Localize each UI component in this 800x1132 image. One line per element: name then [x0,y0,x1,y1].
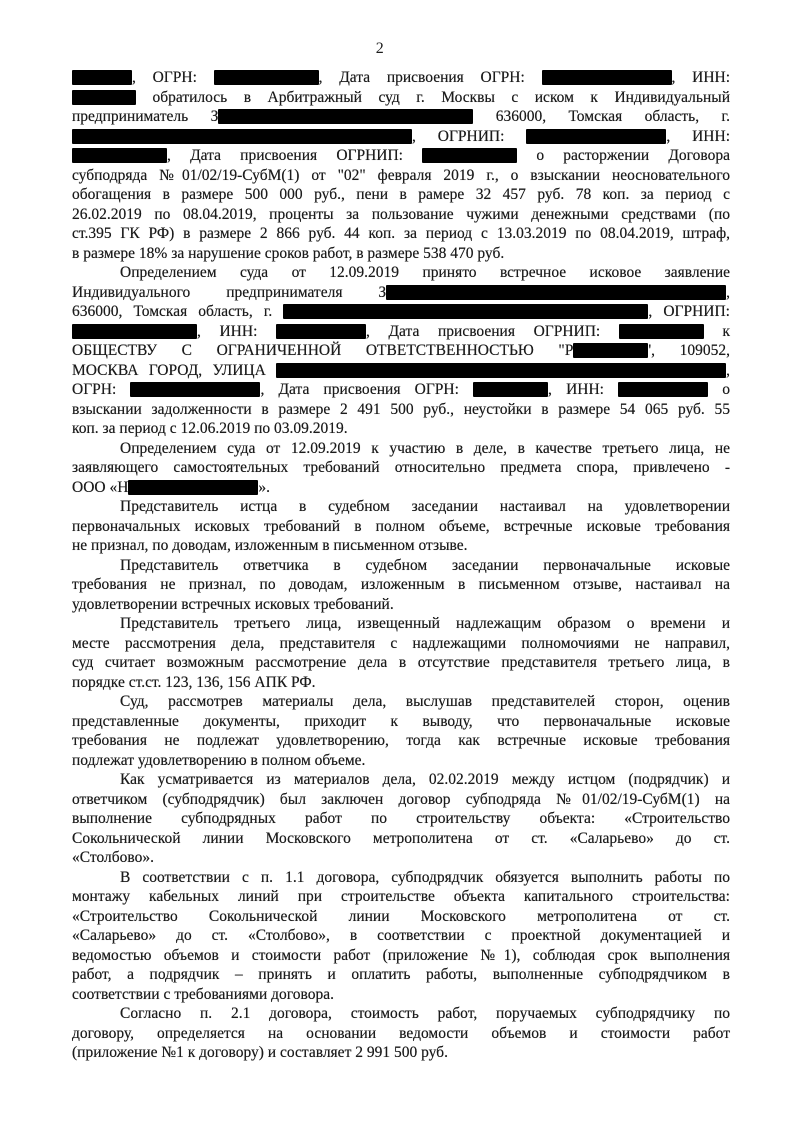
paragraph [72,614,730,692]
paragraph [72,497,730,556]
text-line: Суд, рассмотрев материалы дела, выслушав представителей сторон, оценив [120,693,730,710]
redaction-bar [72,148,167,163]
text-line: требования не подлежат удовлетворению, тогда как встречные исковые требования [72,732,730,749]
redaction-bar [72,129,412,144]
text-line: ОГРН: , Дата присвоения ОГРН: , ИНН: о [72,381,731,398]
text-line: выполнение субподрядных работ по строительству объекта: «Строительство [72,810,730,827]
text-line: соответствии с требованиями договора. [72,985,334,1003]
text-line: заявляющего самостоятельных требований относительно предмета спора, привлечено - [72,459,730,476]
redaction-bar [72,324,197,339]
redaction-bar [276,363,726,378]
redaction-bar [283,304,648,319]
text-line: , ИНН: , Дата присвоения ОГРНИП: к [72,322,730,342]
text-line: «Столбово». [72,849,154,866]
text-line: суд считает возможным рассмотрение дела в отсутствие представителя третьего лица, в [72,654,730,671]
text-line: удовлетворении встречных исковых требований. [72,595,394,613]
redaction-bar [386,285,726,300]
redaction-bar [473,382,548,397]
text-line: Определением суда от 12.09.2019 к участию в деле, в качестве третьего лица, не [120,439,730,457]
paragraph [72,1004,730,1063]
text-line: ОБЩЕСТВУ С ОГРАНИЧЕННОЙ ОТВЕТСТВЕННОСТЬЮ "Р ', 109052, [72,342,730,359]
text-line: 26.02.2019 по 08.04.2019, проценты за пользование чужими денежными средствами (по [72,205,730,223]
text-line: ответчиком (субподрядчик) был заключен договор субподряда №01/02/19-СубМ(1) на [72,790,730,808]
text-line: Определением суда от 12.09.2019 принято встречное исковое заявление [120,264,730,281]
redaction-bar [542,70,672,85]
text-line: представленные документы, приходит к выводу, что первоначальные исковые [72,712,730,730]
text-line: В соответствии с п. 1.1 договора, субподрядчик обязуется выполнить работы по [120,868,730,886]
text-line: Индивидуального предпринимателя З , [72,283,730,301]
text-line: требования не признал, по доводам, изложенным в письменном отзыве, настаивал на [72,576,730,593]
document-body [72,68,730,1063]
text-line: субподряда №01/02/19-СубМ(1) от "02" февраля 2019 г., о взыскании неосновательного [72,166,730,184]
text-line: коп. за период с 12.06.2019 по 03.09.2019. [72,420,348,437]
text-line: «Строительство Сокольнической линии Московского метрополитена от ст. [72,907,730,925]
text-line: Как усматривается из материалов дела, 02.02.2019 между истцом (подрядчик) и [120,771,730,788]
text-line: Представитель третьего лица, извещенный надлежащим образом о времени и [120,615,730,632]
text-line: первоначальных исковых требований в полном объеме, встречные исковые требования [72,517,730,535]
redaction-bar [130,382,260,397]
redaction-bar [526,129,666,144]
text-line: Сокольнической линии Московского метрополитена от ст. «Саларьево» до ст. [72,829,730,847]
redaction-bar [72,70,132,85]
redaction-bar [218,109,473,124]
paragraph [72,556,730,615]
text-line: обогащения в размере 500 000 руб., пени в рамере 32 457 руб. 78 коп. за период с [72,186,730,203]
redaction-bar [128,480,258,495]
redaction-bar [619,324,704,339]
text-line: монтажу кабельных линий при строительстве объекта капитального строительства: [72,888,730,905]
text-line: Представитель ответчика в судебном заседании первоначальные исковые [120,556,730,574]
paragraph [72,692,730,770]
text-line: обратилось в Арбитражный суд г. Москвы с иском к Индивидуальный [72,88,730,108]
redaction-bar [276,324,366,339]
redaction-bar [618,382,708,397]
paragraph [72,263,730,439]
text-line: Представитель истца в судебном заседании настаивал на удовлетворении [120,498,730,515]
redaction-bar [573,343,648,358]
text-line: Согласно п. 2.1 договора, стоимость работ, поручаемых субподрядчику по [120,1005,730,1022]
text-line: не признал, по доводам, изложенным в письменном отзыве. [72,537,468,554]
text-line: МОСКВА ГОРОД, УЛИЦА , [72,361,730,379]
text-line: , Дата присвоения ОГРНИП: о расторжении Договора [72,146,730,166]
text-line: ООО «Н ». [72,478,271,496]
text-line: месте рассмотрения дела, представителя с надлежащими полномочиями не направил, [72,634,730,652]
text-line: «Саларьево» до ст. «Столбово», в соответствии с проектной документацией и [72,927,730,944]
text-line: ст.395 ГК РФ) в размере 2 866 руб. 44 коп. за период с 13.03.2019 по 08.04.2019, штраф, [72,225,730,242]
text-line: взыскании задолженности в размере 2 491 500 руб., неустойки в размере 54 065 руб. 55 [72,400,730,418]
text-line: порядке ст.ст. 123, 136, 156 АПК РФ. [72,673,316,691]
text-line: (приложение №1 к договору) и составляет 2 991 500 руб. [72,1044,448,1061]
text-line: подлежат удовлетворению в полном объеме. [72,751,366,769]
text-line: , ОГРН: , Дата присвоения ОГРН: , ИНН: [72,68,730,88]
redaction-bar [214,70,319,85]
text-line: предприниматель З 636000, Томская область, г. [72,108,730,125]
paragraph [72,68,730,263]
redaction-bar [72,90,136,105]
text-line: работ, а подрядчик – принять и оплатить работы, выполненные субподрядчиком в [72,966,730,983]
text-line: в размере 18% за нарушение сроков работ, в размере 538 470 руб. [72,244,505,262]
text-line: договору, определяется на основании ведомости объемов и стоимости работ [72,1024,730,1042]
paragraph [72,770,730,868]
text-line: ведомостью объемов и стоимости работ (приложение №1), соблюдая срок выполнения [72,946,730,964]
paragraph [72,439,730,498]
page-number: 2 [375,40,385,57]
text-line: , ОГРНИП: , ИНН: [72,127,730,147]
redaction-bar [422,148,517,163]
paragraph [72,868,730,1005]
text-line: 636000, Томская область, г. , ОГРНИП: [72,303,730,320]
